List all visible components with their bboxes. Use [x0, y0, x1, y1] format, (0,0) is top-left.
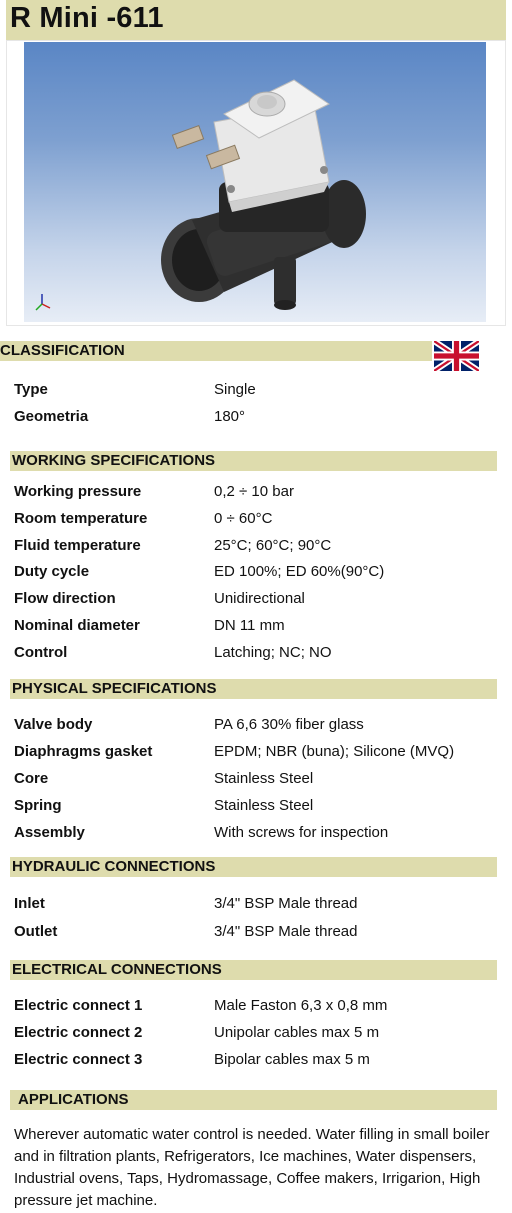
spec-label-core: Core: [14, 770, 49, 787]
section-header-applications: APPLICATIONS: [10, 1090, 497, 1110]
section-header-working: WORKING SPECIFICATIONS: [10, 451, 497, 471]
spec-label-inlet: Inlet: [14, 895, 45, 912]
spec-value-outlet: 3/4" BSP Male thread: [214, 923, 358, 940]
product-image: [24, 42, 486, 322]
section-header-electrical: ELECTRICAL CONNECTIONS: [10, 960, 497, 980]
title-bar: [6, 0, 506, 40]
spec-value-electric-connect-3: Bipolar cables max 5 m: [214, 1051, 370, 1068]
spec-value-nominal-diameter: DN 11 mm: [214, 617, 285, 634]
section-header-hydraulic: HYDRAULIC CONNECTIONS: [10, 857, 497, 877]
spec-label-type: Type: [14, 381, 48, 398]
spec-value-geometria: 180°: [214, 408, 246, 425]
spec-value-electric-connect-2: Unipolar cables max 5 m: [214, 1024, 380, 1041]
spec-label-electric-connect-1: Electric connect 1: [14, 997, 143, 1014]
spec-label-room-temperature: Room temperature: [14, 510, 148, 527]
spec-value-control: Latching; NC; NO: [214, 644, 332, 661]
spec-label-electric-connect-3: Electric connect 3: [14, 1051, 143, 1068]
spec-label-working-pressure: Working pressure: [14, 483, 142, 500]
spec-label-control: Control: [14, 644, 68, 661]
spec-label-fluid-temperature: Fluid temperature: [14, 537, 141, 554]
spec-value-core: Stainless Steel: [214, 770, 314, 787]
spec-value-type: Single: [214, 381, 256, 398]
spec-label-duty-cycle: Duty cycle: [14, 563, 90, 580]
uk-flag-icon: [434, 341, 479, 371]
spec-value-electric-connect-1: Male Faston 6,3 x 0,8 mm: [214, 997, 388, 1014]
spec-value-flow-direction: Unidirectional: [214, 590, 305, 607]
spec-label-outlet: Outlet: [14, 923, 58, 940]
spec-value-inlet: 3/4" BSP Male thread: [214, 895, 358, 912]
spec-value-room-temperature: 0 ÷ 60°C: [214, 510, 273, 527]
spec-label-diaphragms-gasket: Diaphragms gasket: [14, 743, 153, 760]
section-header-classification: CLASSIFICATION: [0, 341, 432, 361]
spec-value-spring: Stainless Steel: [214, 797, 314, 814]
spec-value-diaphragms-gasket: EPDM; NBR (buna); Silicone (MVQ): [214, 743, 455, 760]
section-header-physical: PHYSICAL SPECIFICATIONS: [10, 679, 497, 699]
solenoid-valve-illustration: [24, 42, 486, 322]
spec-value-valve-body: PA 6,6 30% fiber glass: [214, 716, 364, 733]
page-title: R Mini -611: [10, 2, 164, 34]
spec-label-electric-connect-2: Electric connect 2: [14, 1024, 143, 1041]
spec-label-spring: Spring: [14, 797, 62, 814]
spec-label-geometria: Geometria: [14, 408, 89, 425]
spec-label-valve-body: Valve body: [14, 716, 93, 733]
spec-value-duty-cycle: ED 100%; ED 60%(90°C): [214, 563, 385, 580]
spec-value-assembly: With screws for inspection: [214, 824, 389, 841]
spec-value-working-pressure: 0,2 ÷ 10 bar: [214, 483, 294, 500]
spec-label-flow-direction: Flow direction: [14, 590, 116, 607]
spec-label-assembly: Assembly: [14, 824, 85, 841]
spec-value-fluid-temperature: 25°C; 60°C; 90°C: [214, 537, 332, 554]
spec-label-nominal-diameter: Nominal diameter: [14, 617, 140, 634]
applications-text: Wherever automatic water control is needed. Water filling in small boiler and in filtration plants, Refrigerators, Ice machines, Water dispensers, Industrial ovens, Taps, Hydromassage, Coffee makers, Irrigarion, High pressure jet machine.: [14, 1126, 490, 1209]
